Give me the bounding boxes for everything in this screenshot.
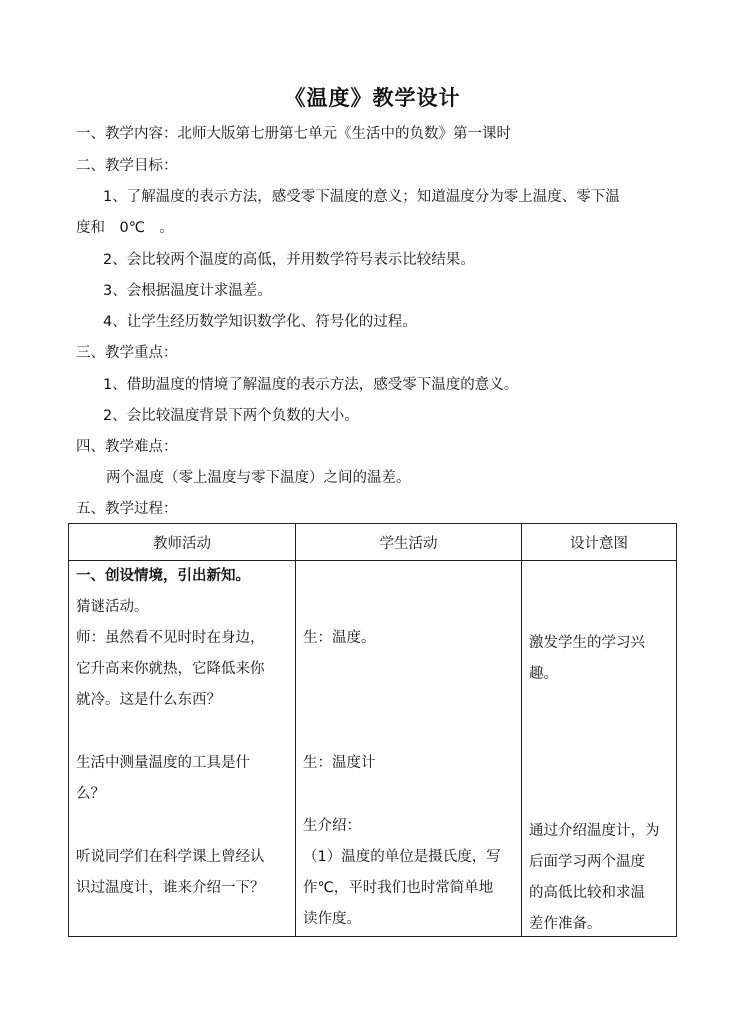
teacher-heading: 一、创设情境，引出新知。: [76, 568, 250, 584]
intent-line: 趣。: [529, 666, 558, 682]
section-key-points: 三、教学重点：: [76, 345, 178, 361]
teacher-line: 它升高来你就热，它降低来你: [76, 661, 265, 677]
goal-1b: 度和 0℃ 。: [76, 220, 175, 236]
goal-4: 4、让学生经历数学知识数学化、符号化的过程。: [103, 314, 417, 330]
teacher-activity-cell: [69, 561, 296, 937]
teacher-line: 师：虽然看不见时时在身边，: [76, 630, 265, 646]
document-title: 《温度》教学设计: [284, 86, 461, 110]
student-line: 生介绍：: [303, 818, 361, 834]
student-line: 生：温度。: [303, 630, 376, 646]
key-point-2: 2、会比较温度背景下两个负数的大小。: [103, 408, 359, 424]
intent-line: 的高低比较和求温: [529, 885, 645, 901]
teacher-line: 猜谜活动。: [76, 599, 149, 615]
design-intent-cell: [522, 561, 677, 937]
header-student: 学生活动: [296, 524, 522, 561]
teacher-line: 就冷。这是什么东西？: [76, 692, 221, 708]
student-line: （1）温度的单位是摄氏度，写: [303, 849, 501, 865]
goal-2: 2、会比较两个温度的高低，并用数学符号表示比较结果。: [103, 252, 475, 268]
goal-1a: 1、了解温度的表示方法，感受零下温度的意义；知道温度分为零上温度、零下温: [103, 189, 620, 205]
header-intent: 设计意图: [522, 524, 677, 561]
teacher-line: 识过温度计，谁来介绍一下？: [76, 880, 265, 896]
intent-line: 通过介绍温度计，为: [529, 823, 660, 839]
intent-line: 差作准备。: [529, 916, 602, 932]
section-difficulty: 四、教学难点：: [76, 439, 178, 455]
teacher-line: 生活中测量温度的工具是什: [76, 755, 250, 771]
student-line: 读作度。: [303, 911, 361, 927]
student-line: 作℃，平时我们也时常简单地: [303, 880, 494, 896]
intent-line: 后面学习两个温度: [529, 854, 645, 870]
difficulty-1: 两个温度（零上温度与零下温度）之间的温差。: [106, 470, 411, 486]
key-point-1: 1、借助温度的情境了解温度的表示方法，感受零下温度的意义。: [103, 377, 519, 393]
intent-line: 激发学生的学习兴: [529, 635, 645, 651]
section-goals: 二、教学目标：: [76, 158, 178, 174]
section-process: 五、教学过程：: [76, 501, 178, 517]
teacher-line: 听说同学们在科学课上曾经认: [76, 849, 265, 865]
process-table: [68, 523, 677, 937]
section-content: 一、教学内容：北师大版第七册第七单元《生活中的负数》第一课时: [76, 126, 511, 142]
table-row: [69, 561, 677, 937]
student-line: 生：温度计: [303, 755, 376, 771]
teacher-line: 么？: [76, 786, 105, 802]
student-activity-cell: [296, 561, 522, 937]
header-teacher: 教师活动: [69, 524, 296, 561]
table-header-row: [69, 524, 677, 561]
goal-3: 3、会根据温度计求温差。: [103, 283, 272, 299]
